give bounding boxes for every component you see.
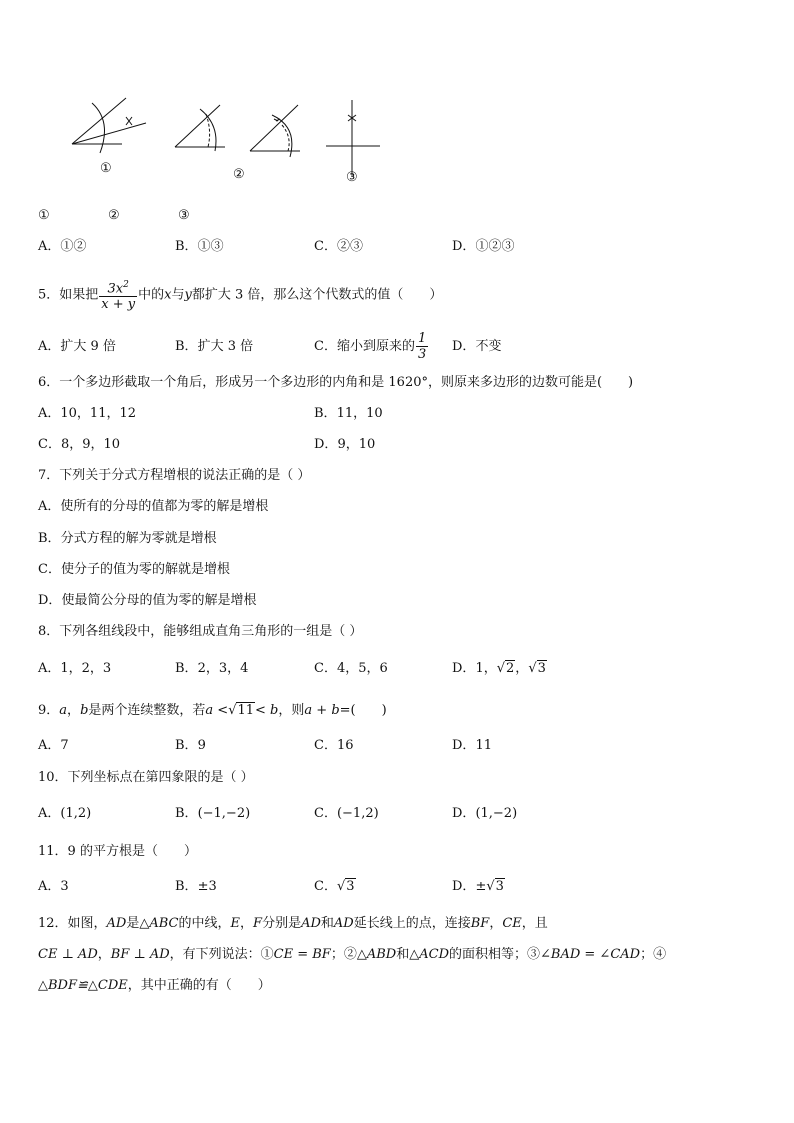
q5-option-d[interactable] — [452, 339, 501, 355]
q8-d-sqrt2: √2 — [496, 661, 515, 676]
q11-stem: 11．9 的平方根是（ ） — [38, 844, 197, 859]
q11-option-a[interactable] — [38, 879, 69, 895]
q10-stem: 10．下列坐标点在第四象限的是（ ） — [38, 770, 254, 785]
option-letter: C． — [314, 879, 337, 894]
text: 和 — [396, 947, 410, 962]
q7-stem: 7．下列关于分式方程增根的说法正确的是（ ） — [38, 468, 311, 483]
q11-option-d[interactable] — [452, 879, 505, 895]
text: ；④ — [640, 947, 667, 962]
q5-suffix: 都扩大 3 倍，那么这个代数式的值（ ） — [191, 287, 443, 303]
math: E — [230, 916, 241, 931]
option-text: ①② — [60, 239, 87, 254]
figure-1-angle-bisector — [72, 98, 146, 153]
q5-mid2: 与 — [171, 287, 185, 303]
option-text: ①③ — [197, 239, 224, 254]
option-letter: A． — [38, 339, 61, 354]
option-text: 2，3，4 — [197, 661, 249, 676]
math: △ABC — [139, 916, 179, 931]
q12-line-2 — [38, 947, 666, 963]
option-text: 4，5，6 — [336, 661, 388, 676]
option-text: 11 — [475, 738, 492, 753]
option-letter: C． — [38, 562, 61, 577]
option-letter: A． — [38, 661, 61, 676]
q9-text3: =( ) — [339, 703, 387, 718]
math: △ACD — [409, 947, 449, 962]
option-text: 9 — [197, 738, 206, 753]
q5-frac-num: 3x — [107, 281, 124, 297]
figure-3-arc-intersection — [250, 105, 300, 157]
text: ，且 — [521, 916, 548, 931]
q9-sum: a + b — [304, 703, 340, 718]
radicand: 3 — [346, 879, 355, 894]
option-letter: C． — [38, 437, 61, 452]
option-letter: B． — [175, 806, 198, 821]
q5-frac-den: x + y — [101, 297, 136, 313]
q9-text2: ，则 — [278, 703, 305, 718]
q7-option-a[interactable] — [38, 499, 268, 515]
q7-option-b[interactable] — [38, 531, 217, 547]
option-letter: A． — [38, 239, 61, 254]
q9-option-a[interactable] — [38, 738, 69, 754]
q4-option-d[interactable] — [452, 239, 514, 255]
math: CE ⊥ AD — [38, 947, 98, 962]
math: CE — [502, 916, 522, 931]
q5-var-y: y — [184, 287, 192, 303]
option-letter: A． — [38, 879, 61, 894]
math: AD — [301, 916, 321, 931]
option-text: 使最简公分母的值为零的解是增根 — [61, 593, 257, 608]
option-text: 7 — [60, 738, 69, 753]
option-letter: D． — [452, 738, 476, 753]
math: △BDF≌△CDE — [38, 978, 128, 993]
option-text: 扩大 9 倍 — [60, 339, 116, 354]
q8-d-sqrt3: √3 — [528, 661, 546, 676]
text: 的中线， — [178, 916, 231, 931]
option-text: (−1,−2) — [197, 806, 251, 821]
option-letter: D． — [452, 339, 476, 354]
math: CE = BF — [273, 947, 331, 962]
marker-2: ② — [108, 208, 120, 223]
option-text: 9，10 — [337, 437, 376, 452]
q9-text1: 是两个连续整数，若 — [88, 703, 206, 718]
math: BF ⊥ AD — [110, 947, 170, 962]
text: 分别是 — [262, 916, 302, 931]
q4-option-b[interactable] — [175, 239, 224, 255]
text: 和 — [320, 916, 334, 931]
option-text: 8，9，10 — [60, 437, 121, 452]
option-letter: C． — [314, 239, 337, 254]
text: ，其中正确的有（ ） — [127, 978, 271, 993]
q10-option-d[interactable] — [452, 806, 517, 822]
option-letter: B． — [175, 879, 198, 894]
option-text: (1,−2) — [475, 806, 518, 821]
q6-stem: 6．一个多边形截取一个角后，形成另一个多边形的内角和是 1620°，则原来多边形的边数可能是( ) — [38, 375, 634, 390]
q9-stem — [38, 703, 387, 719]
option-letter: A． — [38, 499, 61, 514]
q5-stem — [38, 278, 442, 312]
q10-option-b[interactable] — [175, 806, 250, 822]
option-letter: C． — [314, 738, 337, 753]
option-letter: B． — [314, 406, 337, 421]
radicand: 3 — [537, 661, 546, 676]
q12-line-1 — [38, 916, 548, 932]
math: AD — [333, 916, 354, 931]
option-text: 11，10 — [336, 406, 383, 421]
option-letter: D． — [452, 239, 476, 254]
option-letter: A． — [38, 738, 61, 753]
q7-option-d[interactable] — [38, 593, 256, 609]
q9-option-d[interactable] — [452, 738, 492, 754]
q8-stem: 8．下列各组线段中，能够组成直角三角形的一组是（ ） — [38, 624, 363, 639]
option-letter: D． — [452, 661, 476, 676]
q9-a: a — [59, 703, 68, 718]
math: ∠BAD = ∠CAD — [540, 947, 641, 962]
q12-line-3 — [38, 978, 271, 994]
figure-label-2: ② — [233, 167, 245, 182]
text: 是 — [126, 916, 140, 931]
q8-option-a[interactable] — [38, 661, 111, 677]
q5-c-fraction — [416, 331, 428, 362]
option-letter: D． — [452, 806, 476, 821]
text: ， — [489, 916, 503, 931]
option-letter: A． — [38, 406, 61, 421]
q9-sqrt: √11 — [228, 703, 255, 718]
option-text: 1， — [475, 661, 497, 676]
figure-4-perpendicular — [326, 100, 380, 175]
option-letter: B． — [175, 661, 198, 676]
radicand: 11 — [237, 703, 255, 718]
text: ， — [240, 916, 254, 931]
math: △ABD — [356, 947, 397, 962]
option-text: 扩大 3 倍 — [197, 339, 254, 354]
radicand: 3 — [495, 879, 504, 894]
option-letter: D． — [314, 437, 338, 452]
q5-frac-sup: 2 — [123, 280, 129, 290]
text: 的面积相等；③ — [449, 947, 541, 962]
q6-option-c[interactable] — [38, 437, 120, 453]
text: ，有下列说法：① — [169, 947, 274, 962]
math: BF — [470, 916, 490, 931]
option-text: ±3 — [197, 879, 217, 894]
q7-option-c[interactable] — [38, 562, 230, 578]
figure-label-1: ① — [100, 161, 112, 176]
figure-label-3: ③ — [346, 170, 358, 185]
q5-prefix: 5．如果把 — [38, 287, 99, 303]
option-letter: B． — [38, 531, 61, 546]
q5-option-b[interactable] — [175, 339, 253, 355]
text: ， — [97, 947, 111, 962]
math: F — [253, 916, 263, 931]
q4-option-a[interactable] — [38, 239, 86, 255]
separator: ， — [515, 661, 529, 676]
marker-1: ① — [38, 208, 50, 223]
text: 延长线上的点，连接 — [353, 916, 471, 931]
option-text: 分式方程的解为零就是增根 — [60, 531, 217, 546]
option-text: ②③ — [336, 239, 363, 254]
q9-sep: ， — [67, 703, 81, 718]
option-text: 使分子的值为零的解就是增根 — [60, 562, 230, 577]
q4-option-c[interactable] — [314, 239, 363, 255]
math: AD — [106, 916, 127, 931]
option-text: 10，11，12 — [60, 406, 137, 421]
radicand: 2 — [506, 661, 515, 676]
option-letter: B． — [175, 239, 198, 254]
q5-var-x: x — [164, 287, 172, 303]
marker-3: ③ — [178, 208, 190, 223]
q5-option-a[interactable] — [38, 339, 116, 355]
option-text: ①②③ — [475, 239, 515, 254]
option-letter: C． — [314, 339, 337, 354]
q9-num: 9． — [38, 703, 60, 718]
q8-option-c[interactable] — [314, 661, 388, 677]
q11-option-b[interactable] — [175, 879, 217, 895]
option-text: 使所有的分母的值都为零的解是增根 — [60, 499, 269, 514]
q9-ineq-b: < b — [255, 703, 279, 718]
option-text: 不变 — [475, 339, 502, 354]
option-text: 1，2，3 — [60, 661, 112, 676]
figure-2-arc — [175, 105, 225, 151]
q6-option-b[interactable] — [314, 406, 383, 422]
q8-option-b[interactable] — [175, 661, 248, 677]
q6-option-d[interactable] — [314, 437, 375, 453]
option-letter: C． — [314, 661, 337, 676]
option-text: 缩小到原来的 — [336, 339, 415, 354]
option-letter: A． — [38, 806, 61, 821]
option-text: (1,2) — [60, 806, 92, 821]
q10-option-c[interactable] — [314, 806, 379, 822]
option-letter: B． — [175, 339, 198, 354]
q5-fraction — [99, 278, 137, 312]
q9-b: b — [80, 703, 89, 718]
option-letter: D． — [452, 879, 476, 894]
q10-option-a[interactable] — [38, 806, 91, 822]
q6-option-a[interactable] — [38, 406, 136, 422]
q5-c-frac-num: 1 — [417, 331, 427, 346]
q8-option-d[interactable] — [452, 661, 547, 677]
option-letter: D． — [38, 593, 62, 608]
q5-c-frac-den: 3 — [417, 347, 427, 362]
q5-mid1: 中的 — [138, 287, 165, 303]
q11-d-sqrt: √3 — [486, 879, 504, 894]
text: 12．如图， — [38, 916, 107, 931]
option-text: 3 — [60, 879, 69, 894]
text: ；② — [330, 947, 357, 962]
option-text: (−1,2) — [336, 806, 379, 821]
option-text: ± — [475, 879, 487, 894]
option-text: 16 — [336, 738, 354, 753]
q9-option-b[interactable] — [175, 738, 206, 754]
q9-ineq-a: a < — [205, 703, 229, 718]
option-letter: B． — [175, 738, 198, 753]
q11-option-c[interactable] — [314, 879, 356, 895]
q5-option-c[interactable] — [314, 324, 429, 370]
option-letter: C． — [314, 806, 337, 821]
q11-c-sqrt: √3 — [336, 879, 355, 894]
q9-option-c[interactable] — [314, 738, 354, 754]
